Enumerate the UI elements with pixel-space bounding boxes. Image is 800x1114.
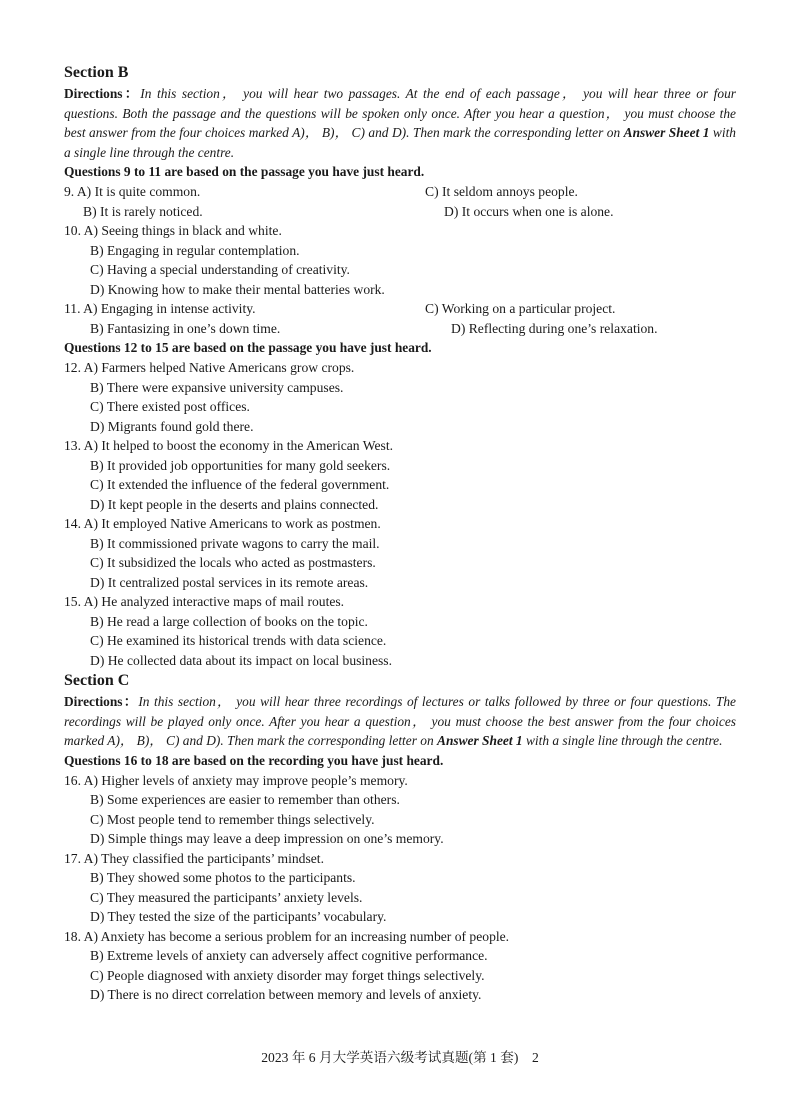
option-d[interactable]: D) It occurs when one is alone. [444, 203, 614, 219]
directions-text: In this section， you will hear three recordings of lectures or talks followed by three or four questions. The recordings will be played only once. After you hear a question， you must choose the best answer from the four choices marked A)， B)， C) and D). Then mark the corresponding letter on [64, 694, 736, 748]
option-c[interactable]: C) Having a special understanding of creativity. [90, 262, 350, 277]
option-d[interactable]: D) There is no direct correlation between memory and levels of anxiety. [90, 987, 482, 1002]
directions-label: Directions： [64, 694, 139, 709]
question-14 [64, 514, 736, 592]
option-b[interactable]: B) He read a large collection of books on the topic. [90, 613, 368, 629]
option-a[interactable]: 9. A) It is quite common. [64, 184, 201, 199]
question-16 [64, 771, 736, 849]
exam-page [64, 62, 736, 1005]
option-d[interactable]: D) It kept people in the deserts and plains connected. [90, 496, 379, 512]
option-b[interactable]: B) It is rarely noticed. [83, 203, 203, 219]
option-b[interactable]: B) Fantasizing in one’s down time. [90, 320, 281, 336]
option-d[interactable]: D) It centralized postal services in its remote areas. [90, 574, 369, 590]
section-c-directions [64, 692, 736, 751]
directions-text-end: with a single line through the centre. [522, 733, 723, 748]
questions-16-18-heading: Questions 16 to 18 are based on the recording you have just heard. [64, 752, 444, 768]
option-c[interactable]: C) Most people tend to remember things selectively. [90, 811, 375, 827]
directions-text: In this section， you will hear two passages. At the end of each passage， you will hear three or four questions. Both the passage and the questions will be spoken only once. After you hear a question， you must choose the best answer from the four choices marked A)， B)， C) and D). Then mark the corresponding letter on [64, 86, 737, 140]
option-c[interactable]: C) There existed post offices. [90, 399, 250, 414]
answer-sheet-ref: Answer Sheet 1 [437, 733, 523, 748]
question-15 [64, 592, 736, 670]
option-c[interactable]: C) People diagnosed with anxiety disorder may forget things selectively. [90, 967, 485, 983]
questions-9-11-heading: Questions 9 to 11 are based on the passage you have just heard. [64, 164, 425, 179]
option-b[interactable]: B) It commissioned private wagons to carry the mail. [90, 535, 380, 551]
page-footer: 2023 年 6 月大学英语六级考试真题(第 1 套) 2 [261, 1050, 539, 1065]
question-11 [64, 299, 736, 338]
question-10 [64, 221, 736, 299]
option-b[interactable]: B) Extreme levels of anxiety can adversely affect cognitive performance. [90, 948, 488, 963]
option-b[interactable]: B) Some experiences are easier to remember than others. [90, 792, 400, 807]
question-9 [64, 182, 736, 221]
section-b-title: Section B [64, 64, 129, 81]
question-18 [64, 927, 736, 1005]
option-b[interactable]: B) It provided job opportunities for many gold seekers. [90, 457, 391, 473]
option-b[interactable]: B) There were expansive university campuses. [90, 379, 344, 395]
option-a[interactable]: 18. A) Anxiety has become a serious problem for an increasing number of people. [64, 928, 510, 944]
directions-text-end: with a single line through the centre. [64, 125, 736, 160]
directions-label: Directions： [64, 86, 141, 101]
option-a[interactable]: 12. A) Farmers helped Native Americans grow crops. [64, 360, 355, 375]
option-a[interactable]: 15. A) He analyzed interactive maps of mail routes. [64, 594, 345, 609]
section-c-title: Section C [64, 672, 130, 689]
option-a[interactable]: 11. A) Engaging in intense activity. [64, 301, 256, 316]
option-b[interactable]: B) Engaging in regular contemplation. [90, 242, 300, 258]
questions-12-15-heading: Questions 12 to 15 are based on the passage you have just heard. [64, 340, 432, 355]
option-a[interactable]: 14. A) It employed Native Americans to work as postmen. [64, 516, 381, 531]
option-a[interactable]: 13. A) It helped to boost the economy in the American West. [64, 438, 393, 453]
option-d[interactable]: D) Simple things may leave a deep impression on one’s memory. [90, 831, 444, 846]
question-13 [64, 436, 736, 514]
option-a[interactable]: 17. A) They classified the participants’ mindset. [64, 850, 324, 866]
option-d[interactable]: D) They tested the size of the participants’ vocabulary. [90, 909, 387, 924]
question-17 [64, 849, 736, 927]
option-d[interactable]: D) Knowing how to make their mental batteries work. [90, 281, 385, 297]
option-a[interactable]: 10. A) Seeing things in black and white. [64, 223, 282, 238]
option-c[interactable]: C) It extended the influence of the federal government. [90, 477, 390, 492]
option-c[interactable]: C) It seldom annoys people. [425, 184, 578, 199]
option-d[interactable]: D) Migrants found gold there. [90, 418, 254, 434]
option-d[interactable]: D) He collected data about its impact on local business. [90, 652, 392, 668]
option-c[interactable]: C) He examined its historical trends with data science. [90, 633, 387, 648]
option-c[interactable]: C) It subsidized the locals who acted as postmasters. [90, 555, 376, 570]
question-12 [64, 358, 736, 436]
option-a[interactable]: 16. A) Higher levels of anxiety may improve people’s memory. [64, 772, 408, 788]
section-b-directions [64, 84, 736, 162]
option-c[interactable]: C) Working on a particular project. [425, 301, 616, 316]
answer-sheet-ref: Answer Sheet 1 [623, 125, 710, 140]
option-d[interactable]: D) Reflecting during one’s relaxation. [451, 320, 658, 336]
option-c[interactable]: C) They measured the participants’ anxiety levels. [90, 889, 363, 905]
option-b[interactable]: B) They showed some photos to the participants. [90, 870, 356, 885]
